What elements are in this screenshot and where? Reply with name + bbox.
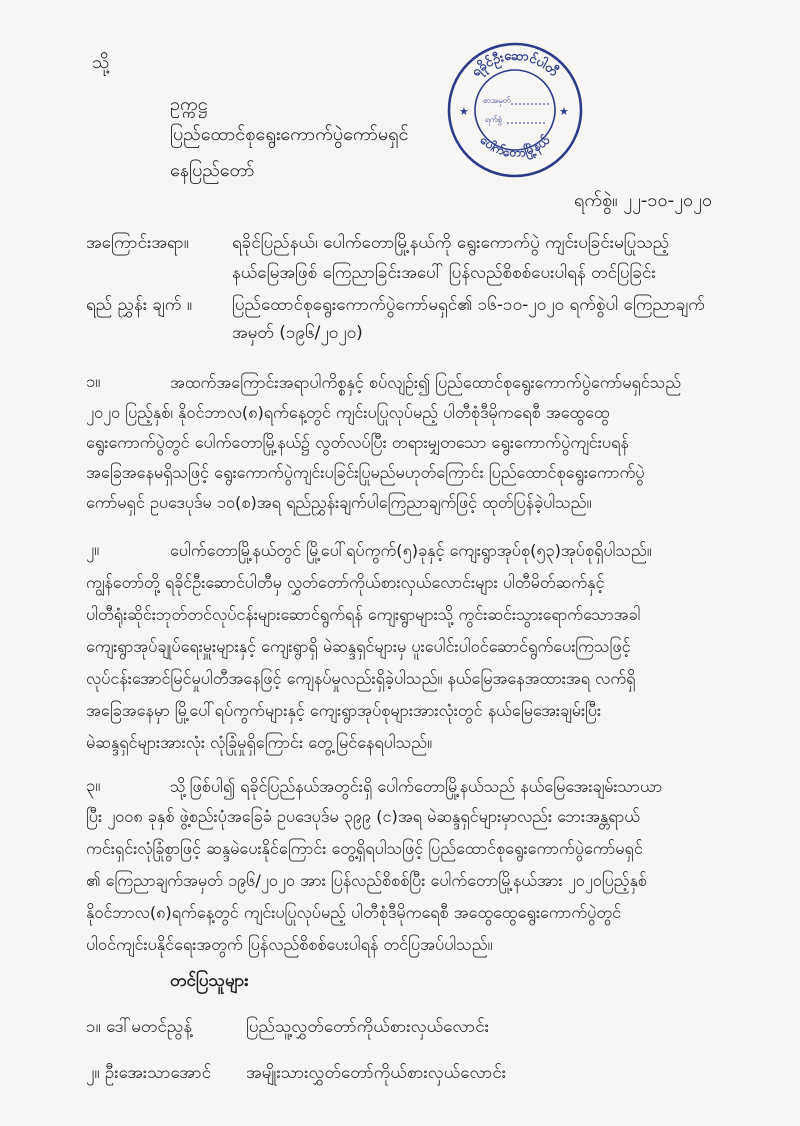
submitter-name: ၂။ ဦးအေးသာအောင်: [86, 1063, 212, 1083]
paragraph-line: ကင်းရှင်းလုံခြုံစွာဖြင့် ဆန္ဒမဲပေးနိုင်ကြောင်း တွေ့ရှိရပါသဖြင့် ပြည်ထောင်စုရွေးကောက်ပွဲကော်မရှင်: [86, 839, 643, 858]
date-line: ရက်စွဲ။ ၂၂-၁၀-၂၀၂၀: [574, 190, 713, 211]
paragraph-line: ပါတီရုံးဆိုင်းဘုတ်တင်လုပ်ငန်းများဆောင်ရွက်ရန် ကျေးရွာများသို့ ကွင်းဆင်းသွားရောက်သောအခါ: [86, 605, 641, 624]
paragraph-first-line: အထက်အကြောင်းအရာပါကိစ္စနှင့် စပ်လျဉ်း၍ ပြည်ထောင်စုရွေးကောက်ပွဲကော်မရှင်သည်: [170, 373, 682, 392]
seal-graphic: [445, 40, 585, 180]
seal-star-right-icon: ★: [559, 105, 569, 118]
paragraph-number: ၁။: [86, 372, 101, 391]
paragraph-line: ကျေးရွာအုပ်ချုပ်ရေးမှူးများနှင့် ကျေးရွာရှိ မဲဆန္ဒရှင်များမှ ပူးပေါင်းပါဝင်ဆောင်ရွက်ပေးကြသဖြင့်: [86, 637, 631, 656]
paragraph-line: ကျွန်တော်တို့ ရခိုင်ဦးဆောင်ပါတီမှ လွှတ်တော်ကိုယ်စားလှယ်လောင်းများ ပါတီမိတ်ဆက်နှင့်: [86, 573, 605, 592]
paragraph-number: ၃။: [86, 776, 101, 795]
to-label: သို့: [92, 52, 110, 73]
paragraph-line: အခြေအနေမရှိသဖြင့် ရွေးကောက်ပွဲကျင်းပခြင်းပြုမည်မဟုတ်ကြောင်း ပြည်ထောင်စုရွေးကောက်ပွဲ: [86, 463, 645, 482]
submitter-role: ပြည်သူ့လွှတ်တော်ကိုယ်စားလှယ်လောင်း: [246, 1017, 490, 1037]
party-seal-stamp: [445, 40, 585, 180]
addressee-title: ဥက္ကဋ္ဌ: [170, 94, 208, 115]
submitter-name: ၁။ ဒေါ်မတင်ညွန့်: [86, 1017, 193, 1037]
subject-line: ရခိုင်ပြည်နယ်၊ ပေါက်တောမြို့နယ်ကို ရွေးကောက်ပွဲ ကျင်းပခြင်းမပြုသည့်: [232, 233, 670, 253]
paragraph-line: နိုဝင်ဘာလ(၈)ရက်နေ့တွင် ကျင်းပပြုလုပ်မည့် ပါတီစုံဒီမိုကရေစီ အထွေထွေရွေးကောက်ပွဲတွင်: [86, 903, 622, 922]
paragraph-line: မဲဆန္ဒရှင်များအားလုံး လုံခြုံမှုရှိကြောင်း တွေ့မြင်နေရပါသည်။: [86, 733, 432, 752]
paragraph-line: အခြေအနေမှာ မြို့ပေါ်ရပ်ကွက်များနှင့် ကျေးရွာအုပ်စုများအားလုံးတွင် နယ်မြေအေးချမ်းပြီး: [86, 701, 602, 720]
addressee-org: ပြည်ထောင်စုရွေးကောက်ပွဲကော်မရှင်: [170, 124, 409, 145]
paragraph-line: ၏ ကြေညာချက်အမှတ် ၁၉၆/၂၀၂၀ အား ပြန်လည်စိစစ်ပြီး ပေါက်တောမြို့နယ်အား ၂၀၂၀ပြည့်နှစ်: [86, 871, 647, 890]
paragraph-line: ၂၀၂၀ ပြည့်နှစ်၊ နိုဝင်ဘာလ(၈)ရက်နေ့တွင် ကျင်းပပြုလုပ်မည့် ပါတီစုံဒီမိုကရေစီ အထွေထွေ: [86, 403, 610, 422]
paragraph-number: ၂။: [86, 540, 100, 559]
paragraph-first-line: ပေါက်တောမြို့နယ်တွင် မြို့ပေါ်ရပ်ကွက်(၅)ခုနှင့် ကျေးရွာအုပ်စု(၅၃)အုပ်စုရှိပါသည်။: [170, 541, 652, 560]
subject-line: နယ်မြေအဖြစ် ကြေညာခြင်းအပေါ် ပြန်လည်စိစစ်ပေးပါရန် တင်ပြခြင်း: [232, 263, 656, 283]
reference-label: ရည် ညွှန်း ချက် ။: [86, 295, 192, 315]
submitter-role: အမျိုးသားလွှတ်တော်ကိုယ်စားလှယ်လောင်း: [246, 1063, 507, 1083]
seal-top-text: ရခိုင်ဦးဆောင်ပါတီ: [468, 48, 561, 80]
paragraph-line: ရွေးကောက်ပွဲတွင် ပေါက်တောမြို့နယ်၌ လွတ်လပ်ပြီး တရားမျှတသော ရွေးကောက်ပွဲကျင်းပရန်: [86, 433, 629, 452]
paragraph-line: ကော်မရှင် ဥပဒေပုဒ်မ ၁၀(စ)အရ ရည်ညွှန်းချက်ပါကြေညာချက်ဖြင့် ထုတ်ပြန်ခဲ့ပါသည်။: [86, 493, 592, 512]
svg-text:ပေါက်တောမြို့နယ်: [477, 131, 553, 162]
paragraph-line: လုပ်ငန်းအောင်မြင်မှုပါတီအနေဖြင့် ကျေနပ်မှုလည်းရှိခဲ့ပါသည်။ နယ်မြေအနေအထားအရ လက်ရှိ: [86, 669, 636, 688]
paragraph-line: ပြီး ၂၀၀၈ ခုနှစ် ဖွဲ့စည်းပုံအခြေခံ ဥပဒေပုဒ်မ ၃၉၉ (င)အရ မဲဆန္ဒရှင်များမှာလည်း ဘေးအန္တရာယ်: [86, 807, 640, 826]
submitters-heading: တင်ပြသူများ: [170, 971, 249, 991]
paragraph-first-line: သို့ဖြစ်ပါ၍ ရခိုင်ပြည်နယ်အတွင်းရှိ ပေါက်တောမြို့နယ်သည် နယ်မြေအေးချမ်းသာယာ: [170, 777, 663, 796]
seal-bottom-text: ပေါက်တောမြို့နယ်: [477, 132, 553, 160]
reference-line: အမှတ် (၁၉၆/၂၀၂၀): [232, 323, 363, 343]
seal-star-left-icon: ★: [459, 105, 469, 118]
addressee-city: နေပြည်တော်: [170, 160, 255, 181]
subject-label: အကြောင်းအရာ။: [86, 233, 189, 253]
reference-line: ပြည်ထောင်စုရွေးကောက်ပွဲကော်မရှင်၏ ၁၆-၁၀-၂၀၂၀ ရက်စွဲပါ ကြေညာချက်: [232, 295, 705, 315]
seal-field-1: စာအမှတ်: [483, 96, 511, 105]
paragraph-line: ပါဝင်ကျင်းပနိုင်ရေးအတွက် ပြန်လည်စိစစ်ပေးပါရန် တင်ပြအပ်ပါသည်။: [86, 935, 493, 954]
seal-field-2: ရက်စွဲ: [485, 115, 502, 124]
